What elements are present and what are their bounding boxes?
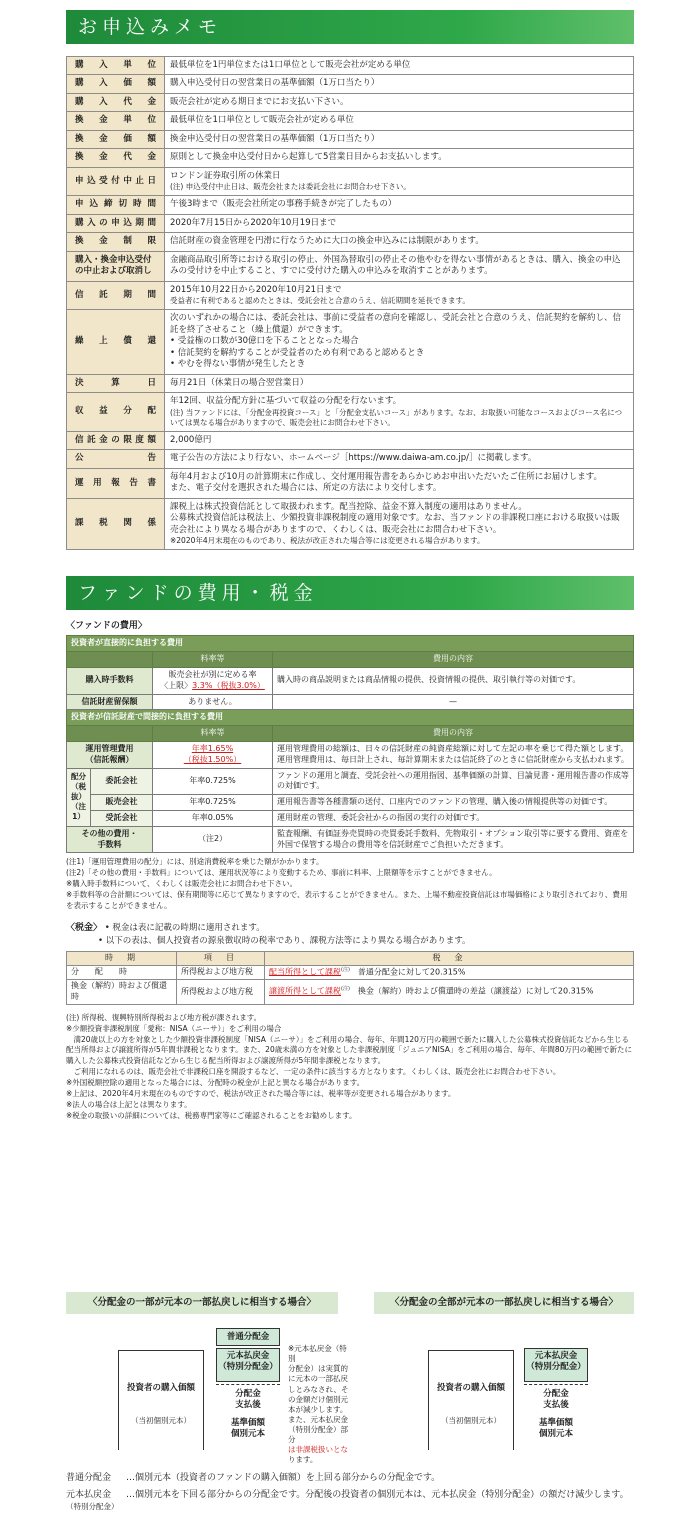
- left-after-box: 分配金 支払後 基準価額 個別元本: [216, 1384, 280, 1450]
- right-investor-price-box: 投資者の購入価額 （当初個別元本）: [428, 1350, 514, 1450]
- memo-key: 収益分配: [67, 393, 165, 432]
- legend-normal-term: 普通分配金: [66, 1473, 112, 1483]
- indirect-group-header: 投資者が信託財産で間接的に負担する費用: [67, 710, 634, 726]
- memo-row: [67, 233, 634, 251]
- memo-row: [67, 75, 634, 93]
- memo-row: [67, 196, 634, 214]
- left-diagram-title: 〈分配金の一部が元本の一部払戻しに相当する場合〉: [66, 1292, 338, 1314]
- tax-row-tax: 譲渡所得として課税$^{(注)}$ 換金（解約）時および償還時の差益（譲渡益）に対して20.315%: [265, 980, 634, 1005]
- split-trustor-rate: 年率0.725%: [153, 768, 273, 795]
- tax-row-item: 所得税および地方税: [177, 980, 265, 1005]
- memo-key: 購入価額: [67, 75, 165, 93]
- memo-value: 原則として換金申込受付日から起算して5営業日目からお支払いします。: [165, 149, 634, 167]
- right-after-box: 分配金 支払後 基準価額 個別元本: [524, 1384, 588, 1450]
- retention-rate: ありません。: [153, 694, 273, 710]
- memo-key: 購入・換金申込受付の中止および取消し: [67, 251, 165, 281]
- memo-key: 公告: [67, 450, 165, 468]
- tax-notes: (注) 所得税、復興特別所得税および地方税が課されます。 ※少額投資非課税制度「愛称：NISA（ニーサ）」をご利用の場合 満20歳以上の方を対象とした少額投資非課税制度「NISA（ニーサ）」をご利用の場合、毎年、年間120万円の範囲で新たに購入した公募株式投資信託などから生じる配当所得および譲渡所得が5年間非課税となります。また、20歳未満の方を対象とした非課税制度「ジュニアNISA」をご利用の場合、毎年、年間80万円の範囲で新たに購入した公募株式投資信託などから生じる配当所得および譲渡所得が5年間非課税となります。 ご利用になれるのは、販売会社で非課税口座を開設するなど、一定の条件に該当する方となります。くわしくは、販売会社にお問合わせ下さい。 ※外国税額控除の適用となった場合には、分配時の税金が上記と異なる場合があります。 ※上記は、2020年4月末現在のものですので、税法が改正された場合等には、税率等が変更される場合があります。 ※法人の場合は上記とは異なります。 ※税金の取扱いの詳細については、税務専門家等にご確認されることをお勧めします。: [66, 1012, 632, 1120]
- memo-value: 午後3時まで（販売会社所定の事務手続きが完了したもの）: [165, 196, 634, 214]
- memo-value: 次のいずれかの場合には、委託会社は、事前に受益者の意向を確認し、受託会社と合意のうえ、信託契約を解約し、信託を終了させること（繰上償還）ができます。 • 受益権の口数が30億口を下ることとなった場合 • 信託契約を解約することが受益者のため有利であると認めるとき • やむを得ない事情が発生したとき: [165, 310, 634, 374]
- memo-key: 申込締切時間: [67, 196, 165, 214]
- fees-banner: ファンドの費用・税金: [66, 576, 634, 610]
- memo-key: 信託金の限度額: [67, 431, 165, 449]
- memo-row: [67, 281, 634, 310]
- mgmt-fee-desc: 運用管理費用の総額は、日々の信託財産の純資産総額に対して左記の率を乗じて得た額とします。運用管理費用は、毎日計上され、毎計算期末または信託終了のときに信託財産から支払われます。: [273, 742, 634, 769]
- memo-value: 毎年4月および10月の計算期末に作成し、交付運用報告書をあらかじめお申出いただいたご住所にお届けします。 また、電子交付を選択された場合には、所定の方法により交付します。: [165, 468, 634, 498]
- legend-normal-desc: …個別元本（投資者のファンドの購入価額）を上回る部分からの分配金です。: [126, 1473, 441, 1483]
- split-trustee-label: 受託会社: [91, 810, 153, 826]
- right-refund-box: 元本払戻金 （特別分配金）: [524, 1348, 588, 1382]
- memo-row: [67, 130, 634, 148]
- distribution-diagrams: [66, 1292, 634, 1465]
- refund-caption: ※元本払戻金（特別 分配金）は実質的 に元本の一部払戻 しとみなされ、そ の金額だけ個別元 本が減少します。 また、元本払戻金 （特別分配金）部分 は非課税扱いとな ります。: [288, 1344, 349, 1465]
- retention-desc: —: [273, 694, 634, 710]
- fees-table: [66, 635, 634, 853]
- tax-row-when: 分 配 時: [67, 965, 177, 979]
- memo-key: 購入代金: [67, 93, 165, 111]
- memo-key: 申込受付中止日: [67, 167, 165, 196]
- memo-value: 2,000億円: [165, 431, 634, 449]
- memo-row: [67, 431, 634, 449]
- memo-key: 換金制限: [67, 233, 165, 251]
- tax-intro: 〈税金〉 • 税金は表に記載の時期に適用されます。 • 以下の表は、個人投資者の源泉徴収時の税率であり、課税方法等により異なる場合があります。: [66, 922, 471, 947]
- memo-row: [67, 167, 634, 196]
- split-seller-rate: 年率0.725%: [153, 795, 273, 811]
- memo-value: ロンドン証券取引所の休業日 (注) 申込受付中止日は、販売会社または委託会社にお問合わせ下さい。: [165, 167, 634, 196]
- memo-key: 換金単位: [67, 112, 165, 130]
- left-normal-dist-box: 普通分配金: [216, 1328, 280, 1346]
- memo-key: 購入単位: [67, 57, 165, 75]
- legend: [66, 1472, 634, 1518]
- tax-table: [66, 951, 634, 1005]
- direct-desc-header: 費用の内容: [273, 652, 634, 668]
- memo-value: 最低単位を1円単位または1口単位として販売会社が定める単位: [165, 57, 634, 75]
- memo-value: 購入申込受付日の翌営業日の基準価額（1万口当たり）: [165, 75, 634, 93]
- memo-key: 換金代金: [67, 149, 165, 167]
- memo-row: [67, 393, 634, 432]
- split-trustee-desc: 運用財産の管理、委託会社からの指図の実行の対価です。: [273, 810, 634, 826]
- memo-key: 換金価額: [67, 130, 165, 148]
- purchase-fee-desc: 購入時の商品説明または商品情報の提供、投資情報の提供、取引執行等の対価です。: [273, 668, 634, 695]
- memo-value: 電子公告の方法により行ない、ホームページ［https://www.daiwa-am.co.jp/］に掲載します。: [165, 450, 634, 468]
- memo-key: 決算日: [67, 374, 165, 392]
- tax-row-item: 所得税および地方税: [177, 965, 265, 979]
- memo-row: [67, 112, 634, 130]
- purchase-fee-label: 購入時手数料: [67, 668, 153, 695]
- memo-row: [67, 57, 634, 75]
- memo-key: 繰上償還: [67, 310, 165, 374]
- other-fee-label: その他の費用・ 手数料: [67, 826, 153, 853]
- split-trustor-desc: ファンドの運用と調査、受託会社への運用指図、基準価額の計算、目論見書・運用報告書の作成等の対価です。: [273, 768, 634, 795]
- memo-key: 購入の申込期間: [67, 214, 165, 232]
- split-trustor-label: 委託会社: [91, 768, 153, 795]
- left-investor-price-box: 投資者の購入価額 （当初個別元本）: [118, 1350, 204, 1450]
- memo-banner: お申込みメモ: [66, 10, 634, 44]
- tax-row-tax: 配当所得として課税$^{(注)}$ 普通分配金に対して20.315%: [265, 965, 634, 979]
- fees-notes: (注1)「運用管理費用の配分」には、別途消費税率を乗じた額がかかります。 (注2)「その他の費用・手数料」については、運用状況等により変動するため、事前に料率、上限額等を示すことができません。 ※購入時手数料について、くわしくは販売会社にお問合わせ下さい。 ※手数料等の合計額については、保有期間等に応じて異なりますので、表示することができません。また、上場不動産投資信託は市場価格により取引されており、費用を表示することができません。: [66, 857, 628, 910]
- memo-value: 課税上は株式投資信託として取扱われます。配当控除、益金不算入制度の適用はありません。 公募株式投資信託は税法上、少額投資非課税制度の適用対象です。なお、当ファンドの非課税口座における取扱いは販売会社により異なる場合がありますので、くわしくは、販売会社にお問合わせ下さい。 ※2020年4月末現在のものであり、税法が改正された場合等には変更される場合があります。: [165, 498, 634, 550]
- mgmt-fee-rate: 年率1.65% （税抜1.50%）: [153, 742, 273, 769]
- mgmt-fee-label: 運用管理費用 （信託報酬）: [67, 742, 153, 769]
- memo-key: 信託期間: [67, 281, 165, 310]
- legend-refund-desc: …個別元本を下回る部分からの分配金です。分配後の投資者の個別元本は、元本払戻金（特別分配金）の額だけ減少します。: [126, 1489, 629, 1500]
- tax-header-item: 項 目: [177, 952, 265, 966]
- memo-value: 2020年7月15日から2020年10月19日まで: [165, 214, 634, 232]
- tax-row-when: 換金（解約）時および償還時: [67, 980, 177, 1005]
- memo-row: [67, 251, 634, 281]
- memo-row: [67, 93, 634, 111]
- split-seller-label: 販売会社: [91, 795, 153, 811]
- memo-table: [66, 56, 634, 550]
- direct-rate-header: 料率等: [153, 652, 273, 668]
- memo-value: 最低単位を1口単位として販売会社が定める単位: [165, 112, 634, 130]
- right-diagram-title: 〈分配金の全部が元本の一部払戻しに相当する場合〉: [374, 1292, 634, 1314]
- direct-group-header: 投資者が直接的に負担する費用: [67, 636, 634, 652]
- other-fee-desc: 監査報酬、有価証券売買時の売買委託手数料、先物取引・オプション取引等に要する費用、資産を外国で保管する場合の費用等を信託財産でご負担いただきます。: [273, 826, 634, 853]
- memo-row: [67, 310, 634, 374]
- memo-value: 換金申込受付日の翌営業日の基準価額（1万口当たり）: [165, 130, 634, 148]
- tax-header-when: 時 期: [67, 952, 177, 966]
- indirect-desc-header: 費用の内容: [273, 726, 634, 742]
- memo-key: 運用報告書: [67, 468, 165, 498]
- indirect-rate-header: 料率等: [153, 726, 273, 742]
- purchase-fee-rate: 販売会社が別に定める率 〈上限〉3.3%（税抜3.0%）: [153, 668, 273, 695]
- memo-row: [67, 468, 634, 498]
- memo-key: 課税関係: [67, 498, 165, 550]
- split-seller-desc: 運用報告書等各種書類の送付、口座内でのファンドの管理、購入後の情報提供等の対価です。: [273, 795, 634, 811]
- memo-value: 金融商品取引所等における取引の停止、外国為替取引の停止その他やむを得ない事情があるときは、購入、換金の申込みの受付けを中止すること、すでに受付けた購入の申込みを取消すことがあります。: [165, 251, 634, 281]
- other-fee-rate: （注2）: [153, 826, 273, 853]
- memo-value: 年12回、収益分配方針に基づいて収益の分配を行ないます。 (注) 当ファンドには、「分配金再投資コース」と「分配金支払いコース」があります。なお、お取扱い可能なコースおよびコース名については異なる場合がありますので、販売会社にお問合わせ下さい。: [165, 393, 634, 432]
- memo-row: [67, 214, 634, 232]
- split-label: 配分 （税抜） （注1）: [67, 768, 91, 826]
- memo-value: 信託財産の資金管理を円滑に行なうために大口の換金申込みには制限があります。: [165, 233, 634, 251]
- fees-subtitle: 〈ファンドの費用〉: [66, 621, 147, 632]
- legend-refund-term: 元本払戻金 （特別分配金）: [66, 1489, 119, 1512]
- memo-row: [67, 374, 634, 392]
- memo-value: 2015年10月22日から2020年10月21日まで 受益者に有利であると認めたときは、受託会社と合意のうえ、信託期間を延長できます。: [165, 281, 634, 310]
- split-trustee-rate: 年率0.05%: [153, 810, 273, 826]
- memo-row: [67, 450, 634, 468]
- memo-row: [67, 498, 634, 550]
- left-refund-box: 元本払戻金 （特別分配金）: [216, 1348, 280, 1382]
- tax-header-tax: 税 金: [265, 952, 634, 966]
- memo-row: [67, 149, 634, 167]
- retention-label: 信託財産留保額: [67, 694, 153, 710]
- memo-value: 販売会社が定める期日までにお支払い下さい。: [165, 93, 634, 111]
- memo-value: 毎月21日（休業日の場合翌営業日）: [165, 374, 634, 392]
